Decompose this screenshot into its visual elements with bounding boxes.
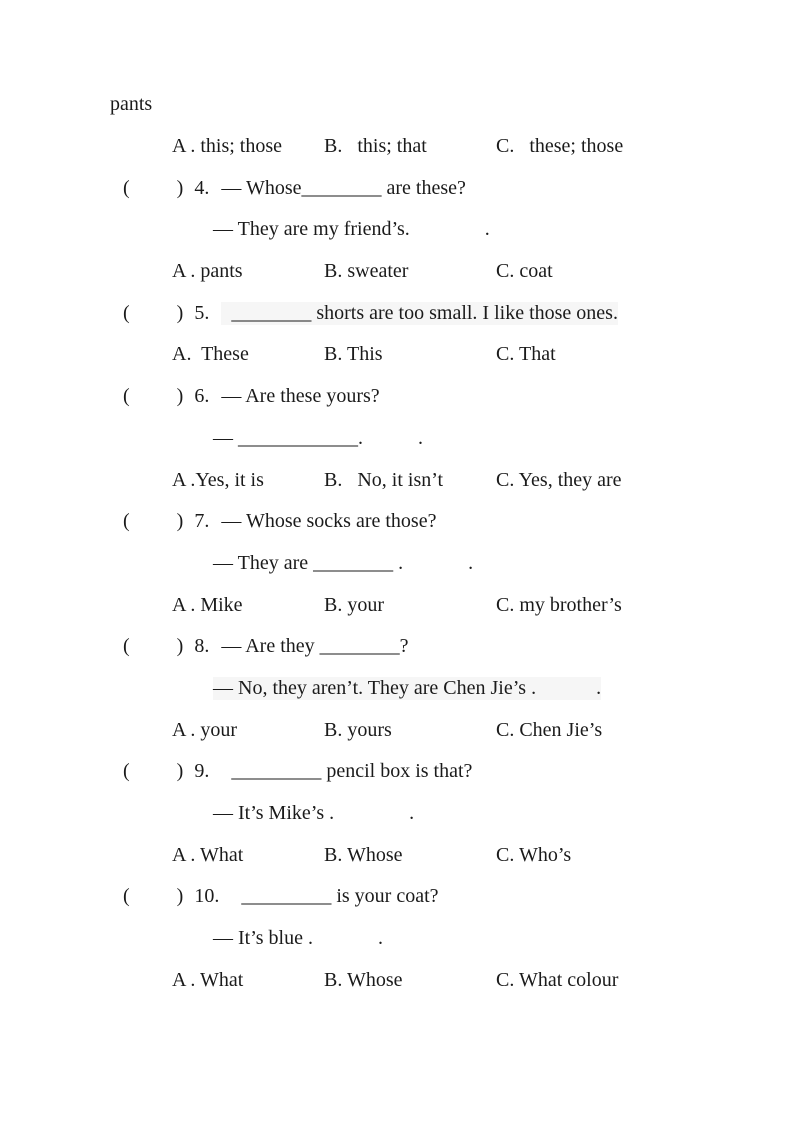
question-6-row <box>0 376 793 418</box>
question-5-row <box>0 292 793 334</box>
option-a: A . Mike <box>172 593 243 616</box>
question-4-row <box>0 167 793 209</box>
option-a: A. These <box>172 343 249 366</box>
option-c: C. What colour <box>496 968 619 991</box>
question-10-row <box>0 876 793 918</box>
fragment-row <box>0 84 793 126</box>
option-b: B. No, it isn’t <box>324 468 444 491</box>
question-text: — Whose________ are these? <box>221 176 466 199</box>
question-text: _________ pencil box is that? <box>221 760 473 783</box>
answer-paren-open: ( <box>123 510 130 533</box>
response-text: — No, they aren’t. They are Chen Jie’s . . <box>213 676 602 699</box>
question-4-options-row <box>0 251 793 293</box>
option-c: C. Chen Jie’s <box>496 718 603 741</box>
question-10-response-row <box>0 918 793 960</box>
option-b: B. Whose <box>324 843 403 866</box>
question-number: 10. <box>194 885 220 908</box>
answer-paren-open: ( <box>123 760 130 783</box>
option-c: C. Who’s <box>496 843 572 866</box>
answer-paren-open: ( <box>123 301 130 324</box>
answer-paren-open: ( <box>123 385 130 408</box>
question-6-options-row <box>0 459 793 501</box>
option-c: C. my brother’s <box>496 593 622 616</box>
question-number: 7. <box>194 510 210 533</box>
question-10-options-row <box>0 959 793 1001</box>
answer-paren-close: ) <box>176 635 184 658</box>
option-b: B. this; that <box>324 135 427 158</box>
option-c: C. Yes, they are <box>496 468 622 491</box>
option-a: A . What <box>172 843 244 866</box>
answer-paren-close: ) <box>176 885 184 908</box>
response-text: — It’s Mike’s . . <box>213 802 415 825</box>
option-c: C. That <box>496 343 556 366</box>
question-8-row <box>0 626 793 668</box>
response-text: — They are my friend’s. . <box>213 218 490 241</box>
answer-paren-close: ) <box>176 760 184 783</box>
answer-paren-open: ( <box>123 885 130 908</box>
option-a: A . this; those <box>172 135 283 158</box>
answer-paren-close: ) <box>176 385 184 408</box>
response-text: — ____________. . <box>213 426 423 449</box>
option-b: B. This <box>324 343 383 366</box>
answer-paren-open: ( <box>123 176 130 199</box>
question-7-response-row <box>0 543 793 585</box>
answer-paren-close: ) <box>176 301 184 324</box>
option-a: A .Yes, it is <box>172 468 264 491</box>
option-b: B. sweater <box>324 260 409 283</box>
option-b: B. Whose <box>324 968 403 991</box>
question-7-options-row <box>0 584 793 626</box>
question-9-response-row <box>0 793 793 835</box>
question-6-response-row <box>0 418 793 460</box>
question-3-options-row <box>0 126 793 168</box>
option-a: A . What <box>172 968 244 991</box>
question-number: 4. <box>194 176 210 199</box>
question-5-options-row <box>0 334 793 376</box>
option-a: A . your <box>172 718 237 741</box>
question-text: — Are these yours? <box>221 385 380 408</box>
question-9-row <box>0 751 793 793</box>
option-b: B. your <box>324 593 384 616</box>
fragment-text: pants <box>110 93 153 116</box>
response-text: — They are ________ . . <box>213 551 474 574</box>
question-text: _________ is your coat? <box>231 885 439 908</box>
question-text: — Whose socks are those? <box>221 510 437 533</box>
option-a: A . pants <box>172 260 243 283</box>
question-text: — Are they ________? <box>221 635 409 658</box>
option-c: C. coat <box>496 260 553 283</box>
question-9-options-row <box>0 834 793 876</box>
question-7-row <box>0 501 793 543</box>
question-text: ________ shorts are too small. I like those ones. <box>221 301 618 324</box>
question-8-response-row <box>0 668 793 710</box>
question-number: 6. <box>194 385 210 408</box>
question-number: 5. <box>194 301 210 324</box>
question-number: 9. <box>194 760 210 783</box>
option-b: B. yours <box>324 718 392 741</box>
answer-paren-open: ( <box>123 635 130 658</box>
question-4-response-row <box>0 209 793 251</box>
question-8-options-row <box>0 709 793 751</box>
answer-paren-close: ) <box>176 176 184 199</box>
option-c: C. these; those <box>496 135 624 158</box>
question-number: 8. <box>194 635 210 658</box>
answer-paren-close: ) <box>176 510 184 533</box>
response-text: — It’s blue . . <box>213 927 383 950</box>
